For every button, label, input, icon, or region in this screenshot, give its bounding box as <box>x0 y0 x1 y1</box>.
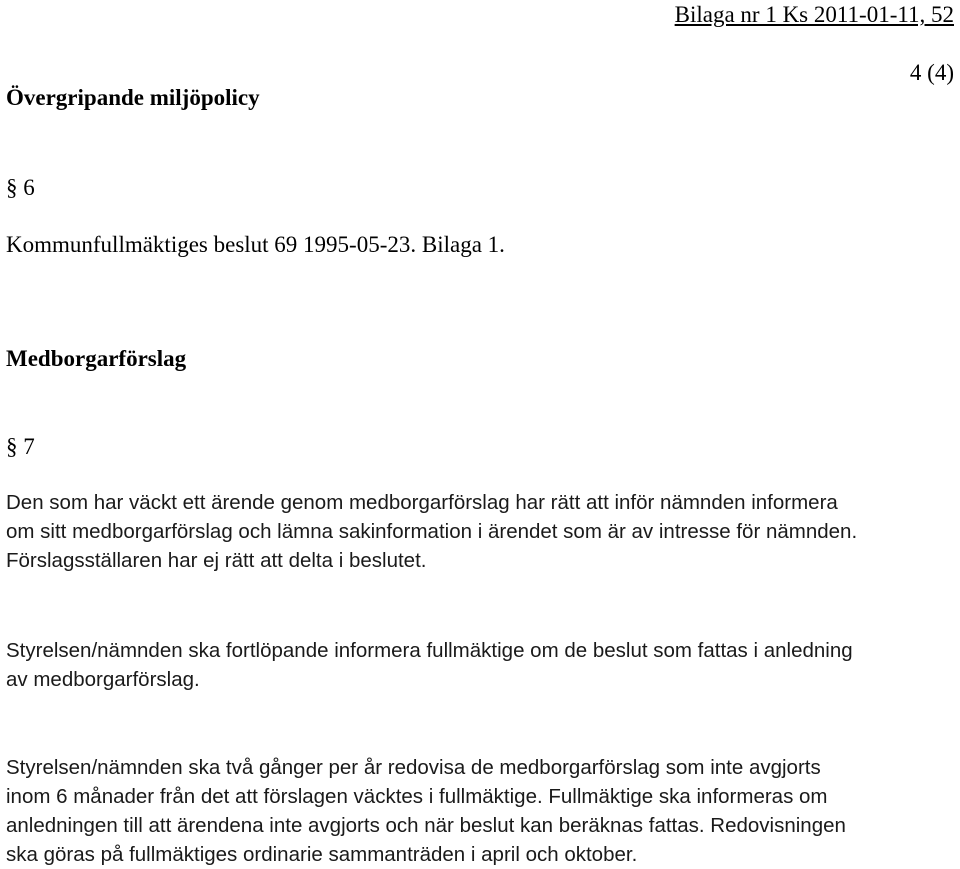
paragraph-line: Styrelsen/nämnden ska fortlöpande informera fullmäktige om de beslut som fattas i anledning <box>6 639 853 662</box>
paragraph-line: av medborgarförslag. <box>6 668 200 691</box>
paragraph-line: om sitt medborgarförslag och lämna sakinformation i ärendet som är av intresse för nämnden. <box>6 520 858 543</box>
paragraph-line: Styrelsen/nämnden ska två gånger per år redovisa de medborgarförslag som inte avgjorts <box>6 756 821 779</box>
paragraph-3 <box>6 753 956 869</box>
section-heading: Medborgarförslag <box>6 346 187 371</box>
header-reference: Bilaga nr 1 Ks 2011-01-11, 52 <box>674 2 954 27</box>
paragraph-line: inom 6 månader från det att förslagen väcktes i fullmäktige. Fullmäktige ska informeras om <box>6 785 828 808</box>
section-6-marker: § 6 <box>6 175 35 200</box>
decision-reference: Kommunfullmäktiges beslut 69 1995-05-23. Bilaga 1. <box>6 232 505 257</box>
page-number: 4 (4) <box>909 60 954 85</box>
paragraph-line: Den som har väckt ett ärende genom medborgarförslag har rätt att inför nämnden informera <box>6 491 838 514</box>
paragraph-line: anledningen till att ärendena inte avgjorts och när beslut kan beräknas fattas. Redovisningen <box>6 814 846 837</box>
paragraph-1 <box>6 488 956 575</box>
paragraph-2 <box>6 636 956 694</box>
paragraph-line: ska göras på fullmäktiges ordinarie sammanträden i april och oktober. <box>6 843 638 866</box>
section-7-marker: § 7 <box>6 434 35 459</box>
paragraph-line: Förslagsställaren har ej rätt att delta i beslutet. <box>6 549 427 572</box>
document-title: Övergripande miljöpolicy <box>6 85 260 110</box>
